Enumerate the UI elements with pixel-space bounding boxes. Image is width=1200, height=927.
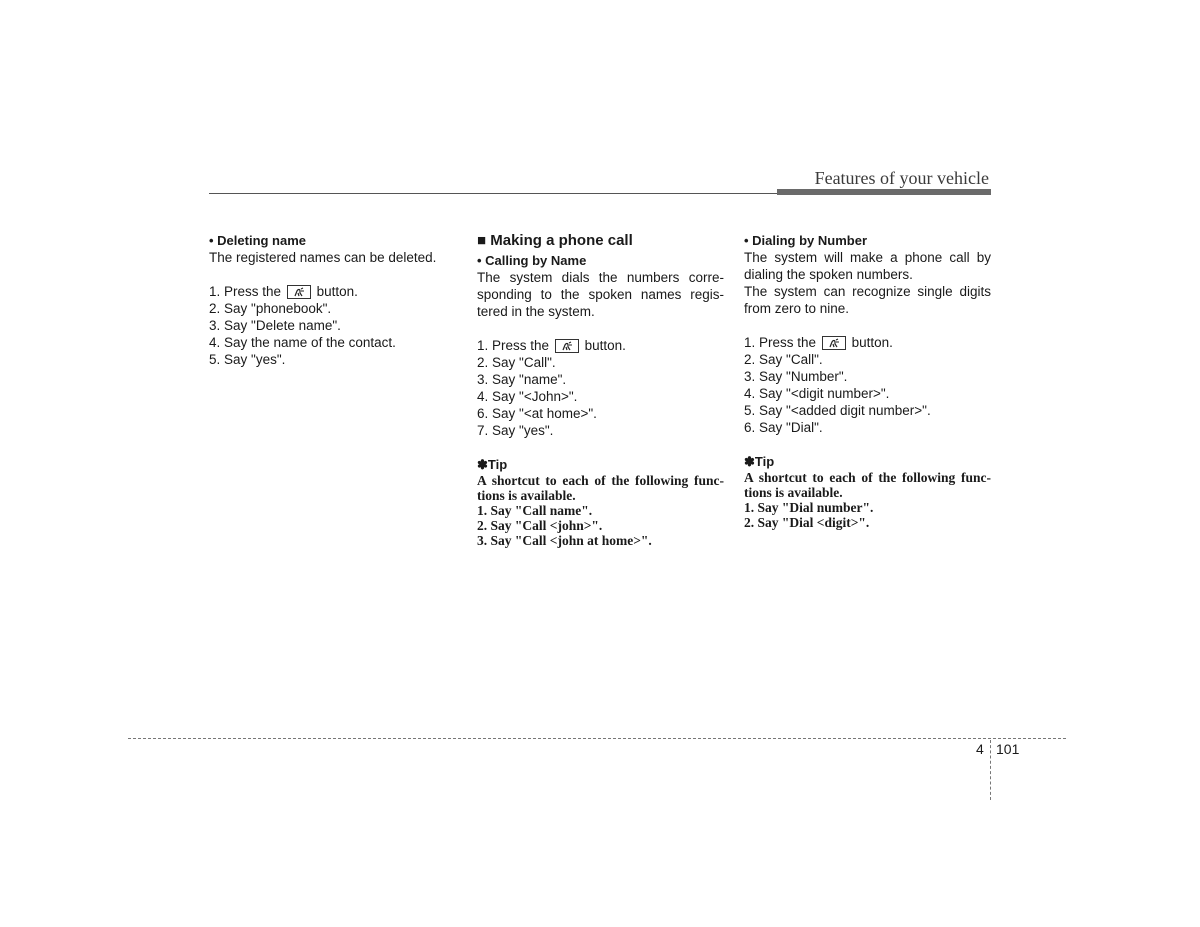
- voice-talk-button-icon: [287, 285, 311, 299]
- intro-text: The system can recognize single digits from zero to nine.: [744, 284, 991, 316]
- step-item: 6. Say "<at home>".: [477, 406, 597, 421]
- voice-talk-button-icon: [555, 339, 579, 353]
- subheading-deleting-name: • Deleting name: [209, 233, 307, 248]
- step-item: 5. Say "<added digit number>".: [744, 403, 931, 418]
- tip-line: 2. Say "Dial <digit>".: [744, 515, 870, 530]
- step-item: 2. Say "Call".: [477, 355, 556, 370]
- column-dialing-by-number: [744, 232, 991, 530]
- header-rule: [209, 193, 777, 194]
- step-1-pre: 1. Press the: [744, 335, 817, 350]
- step-1: [209, 283, 449, 300]
- tip-line: 1. Say "Call name".: [477, 503, 593, 518]
- step-item: 6. Say "Dial".: [744, 420, 823, 435]
- tip-line: A shortcut to each of the following func-tions is available.: [477, 473, 724, 503]
- tip-label: ✽Tip: [744, 454, 775, 469]
- tip-label: ✽Tip: [477, 457, 508, 472]
- footer-rule: [128, 738, 1066, 739]
- section-heading: ■ Making a phone call: [477, 232, 633, 249]
- step-item: 3. Say "name".: [477, 372, 567, 387]
- chapter-number: 4: [976, 741, 984, 757]
- step-1-post: button.: [316, 284, 358, 299]
- column-making-phone-call: [477, 232, 724, 548]
- step-1-pre: 1. Press the: [209, 284, 282, 299]
- intro-text: The system dials the numbers corre-sponding to the spoken names regis-tered in the system.: [477, 270, 724, 319]
- subheading-dialing-by-number: • Dialing by Number: [744, 233, 868, 248]
- header-title: Features of your vehicle: [814, 168, 989, 188]
- step-item: 7. Say "yes".: [477, 423, 554, 438]
- column-deleting-name: [209, 232, 449, 368]
- tip-body: [477, 473, 724, 548]
- intro-text: The registered names can be deleted.: [209, 250, 437, 265]
- step-1: [744, 334, 991, 351]
- tip-line: A shortcut to each of the following func-tions is available.: [744, 470, 991, 500]
- tip-line: 1. Say "Dial number".: [744, 500, 874, 515]
- step-item: 4. Say "<digit number>".: [744, 386, 890, 401]
- tip-line: 3. Say "Call <john at home>".: [477, 533, 652, 548]
- step-1-post: button.: [584, 338, 626, 353]
- tip-line: 2. Say "Call <john>".: [477, 518, 603, 533]
- intro-text: The system will make a phone call by dialing the spoken numbers.: [744, 250, 991, 282]
- step-item: 3. Say "Number".: [744, 369, 848, 384]
- step-item: 2. Say "Call".: [744, 352, 823, 367]
- step-1-pre: 1. Press the: [477, 338, 550, 353]
- step-item: 4. Say "<John>".: [477, 389, 578, 404]
- step-1-post: button.: [851, 335, 893, 350]
- step-1: [477, 337, 724, 354]
- subheading-calling-by-name: • Calling by Name: [477, 253, 587, 268]
- step-item: 4. Say the name of the contact.: [209, 335, 396, 350]
- footer-divider: [990, 740, 991, 800]
- header-rule-accent: [777, 189, 991, 195]
- step-item: 5. Say "yes".: [209, 352, 286, 367]
- tip-body: [744, 470, 991, 530]
- page-number: 101: [996, 741, 1020, 757]
- step-item: 2. Say "phonebook".: [209, 301, 332, 316]
- step-item: 3. Say "Delete name".: [209, 318, 341, 333]
- voice-talk-button-icon: [822, 336, 846, 350]
